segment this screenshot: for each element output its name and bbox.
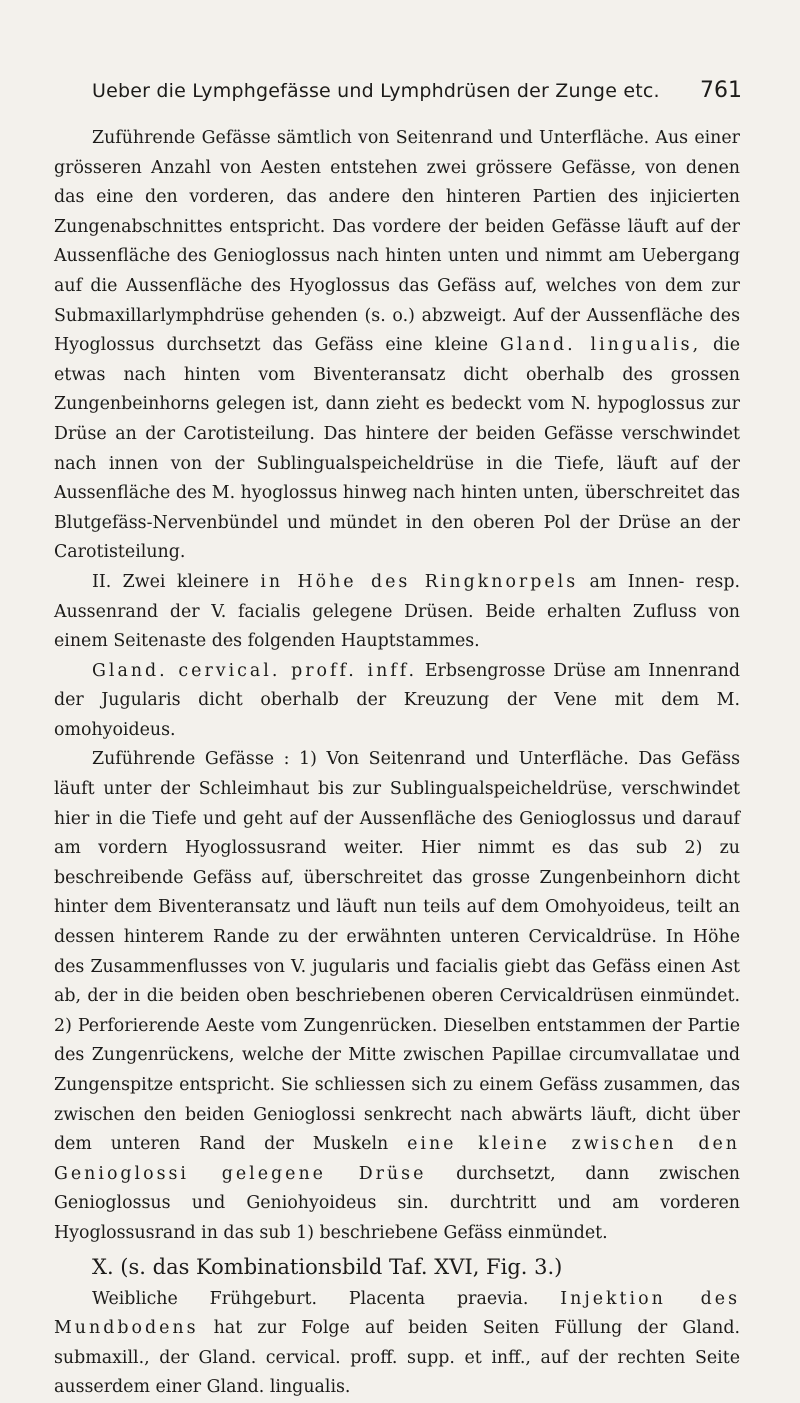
paragraph-text: am Innen- resp. Aussenrand der V. facialis gelegene Drüsen. Beide erhalten Zufluss von einem Seitenaste des folgenden Hauptstammes. [54,571,740,652]
paragraph-text: II. Zwei kleinere [92,571,261,592]
paragraph-text: Erbsengrosse Drüse am Innenrand der Jugularis dicht oberhalb der Kreuzung der Vene mit dem M. omohyoideus. [54,660,740,740]
paragraph-gland-cervical [54,657,740,746]
page-body [54,124,740,1403]
paragraph-text: hat zur Folge auf beiden Seiten Füllung der Gland. submaxill., der Gland. cervical. proff. supp. et inff., auf der rechten Seite ausserdem einer Gland. lingualis. [54,1318,740,1398]
paragraph-case-x [54,1285,740,1403]
paragraph-text: die etwas nach hinten vom Biventeransatz dicht oberhalb des grossen Zungenbeinhorns gelegen ist, dann zieht es bedeckt vom N. hypoglossus zur Drüse an der Carotisteilung. Das hintere der beiden Gefässe verschwindet nach innen von der Sublingualspeicheldrüse in die Tiefe, läuft auf der Aussenfläche des M. hyoglossus hinweg nach hinten unten, überschreitet das Blutgefäss-Nervenbündel und mündet in den oberen Pol der Drüse an der Carotisteilung. [54,335,741,563]
paragraph-afferent-vessels-2 [54,745,740,1248]
paragraph-text: Weibliche Frühgeburt. Placenta praevia. [92,1288,561,1309]
paragraph-text: Zuführende Gefässe sämtlich von Seitenrand und Unterfläche. Aus einer grösseren Anzahl von Aesten entstehen zwei grössere Gefässe, von denen das eine den vorderen, das andere den hinteren Partien des injicierten Zungenabschnittes entspricht. Das vordere der beiden Gefässe läuft auf der Aussenfläche des Genioglossus nach hinten unten und nimmt am Uebergang auf die Aussenfläche des Hyoglossus das Gefäss auf, welches von dem zur Submaxillarlymphdrüse gehenden (s. o.) abzweigt. Auf der Aussenfläche des Hyoglossus durchsetzt das Gefäss eine kleine [54,128,740,356]
section-heading: X. (s. das Kombinationsbild Taf. XVI, Fig. 3.) [92,1254,563,1279]
spaced-term: Gland. cervical. proff. inff. [92,660,418,681]
spaced-term: in Höhe des Ringknorpels [260,571,579,592]
spaced-term: Injektion des Mundbodens [54,1288,740,1339]
paragraph-text: Zuführende Gefässe : 1) Von Seitenrand und Unterfläche. Das Gefäss läuft unter der Schleimhaut bis zur Sublingualspeicheldrüse, verschwindet hier in die Tiefe und geht auf der Aussenfläche des Genioglossus und darauf am vordern Hyoglossusrand weiter. Hier nimmt es das sub 2) zu beschreibende Gefäss auf, überschreitet das grosse Zungenbeinhorn dicht hinter dem Biventeransatz und läuft nun teils auf dem Omohyoideus, teilt an dessen hinterem Rande zu der erwähnten unteren Cervicaldrüse. In Höhe des Zusammenflusses von V. jugularis und facialis giebt das Gefäss einen Ast ab, der in die beiden oben beschriebenen oberen Cervicaldrüsen einmündet. 2) Perforierende Aeste vom Zungenrücken. Dieselben entstammen der Partie des Zungenrückens, welche der Mitte zwischen Papillae circumvallatae und Zungenspitze entspricht. Sie schliessen sich zu einem Gefäss zusammen, das zwischen den beiden Genioglossi senkrecht nach abwärts läuft, dicht über dem unteren Rand der Muskeln [54,749,740,1155]
spaced-term: Gland. lingualis, [499,335,702,356]
spaced-term: eine kleine zwischen den Genioglossi gelegene Drüse [54,1134,741,1184]
running-header [92,78,742,112]
running-title: Ueber die Lymphgefässe und Lymphdrüsen der Zunge etc. [92,80,660,102]
paragraph-text: durchsetzt, dann zwischen Genioglossus und Geniohyoideus sin. durchtritt und am vorderen Hyoglossusrand in das sub 1) beschriebene Gefäss einmündet. [54,1163,741,1243]
paragraph-afferent-vessels [54,124,740,568]
paragraph-section-ii [54,568,740,657]
page-number: 761 [700,78,742,103]
